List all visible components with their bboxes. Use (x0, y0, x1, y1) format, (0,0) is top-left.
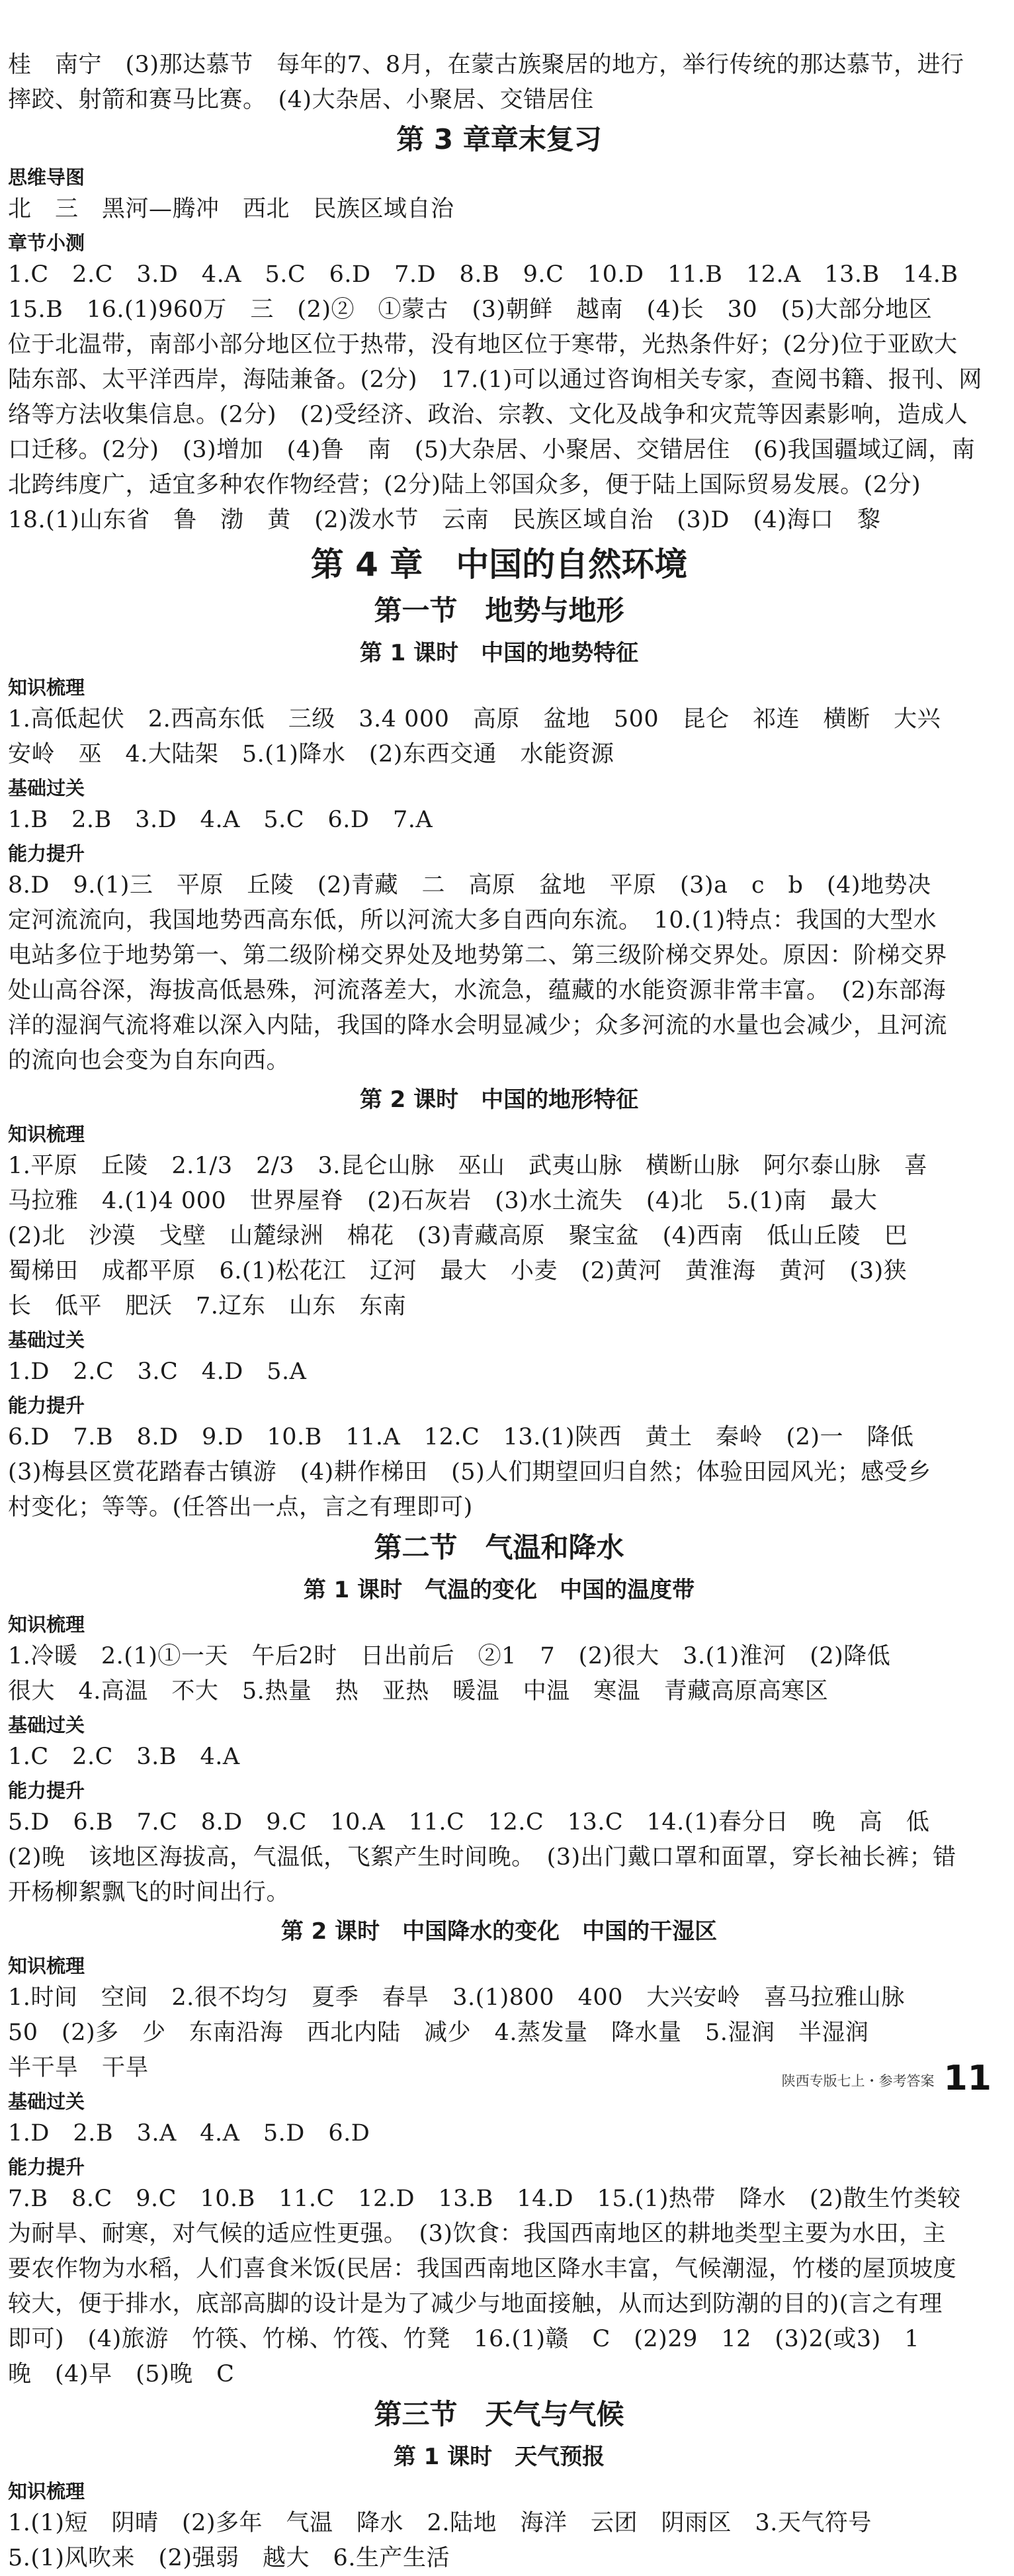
basic-answers: 1.D 2.C 3.C 4.D 5.A (8, 1358, 307, 1385)
advanced-label: 能力提升 (8, 842, 85, 865)
advanced-label: 能力提升 (8, 2156, 85, 2178)
knowledge-label: 知识梳理 (8, 2480, 85, 2503)
knowledge-label: 知识梳理 (8, 1123, 85, 1145)
section-3-lesson-1-title: 第 1 课时 天气预报 (393, 2444, 605, 2470)
section-3-title: 第三节 天气与气候 (374, 2398, 624, 2430)
basic-label: 基础过关 (8, 777, 85, 799)
chapter-test-answers: 1.C 2.C 3.D 4.A 5.C 6.D 7.D 8.B 9.C 10.D 11.B 12.A 13.B 14.B 15.B 16.(1)960万 三 (2)② ①蒙古 (3)朝鲜 越南 (4)长 30 (5)大部分地区 位于北温带，南部小部分地区位于热带，没有地区位于寒带，光热条件好；(2分)位于亚欧大 陆东部、太平洋西岸，海陆兼备。(2分) 17.(1)可以通过咨询相关专家，查阅书籍、报刊、网 络等方法收集信息。(2分) (2)受经济、政治、宗教、文化及战争和灾荒等因素影响，造成人 口迁移。(2分) (3)增加 (4)鲁 南 (5)大杂居、小聚居、交错居住 (6)我国疆域辽阔，南 北跨纬度广，适宜多种农作物经营；(2分)陆上邻国众多，便于陆上国际贸易发展。(2分) 18.(1)山东省 鲁 渤 黄 (2)泼水节 云南 民族区域自治 (3)D (4)海口 黎 (8, 261, 982, 533)
page-number: 11 (943, 2059, 992, 2098)
knowledge-answers: 1.时间 空间 2.很不均匀 夏季 春旱 3.(1)800 400 大兴安岭 喜马拉雅山脉 50 (2)多 少 东南沿海 西北内陆 减少 4.蒸发量 降水量 5.湿润 半湿润 半干旱 干旱 (8, 1984, 905, 2081)
mindmap-label: 思维导图 (8, 166, 85, 189)
advanced-answers: 5.D 6.B 7.C 8.D 9.C 10.A 11.C 12.C 13.C 14.(1)春分日 晚 高 低 (2)晚 该地区海拔高，气温低，飞絮产生时间晚。 (3)出门戴口罩和面罩，穿长袖长裤；错 开杨柳絮飘飞的时间出行。 (8, 1809, 956, 1906)
intro-line-2: 摔跤、射箭和赛马比赛。 (4)大杂居、小聚居、交错居住 (8, 87, 594, 113)
advanced-label: 能力提升 (8, 1779, 85, 1802)
section-2-title: 第二节 气温和降水 (374, 1531, 624, 1564)
section-1-lesson-1-title: 第 1 课时 中国的地势特征 (359, 640, 639, 666)
section-1-lesson-2-title: 第 2 课时 中国的地形特征 (359, 1087, 639, 1113)
knowledge-label: 知识梳理 (8, 676, 85, 699)
knowledge-answers: 1.平原 丘陵 2.1/3 2/3 3.昆仑山脉 巫山 武夷山脉 横断山脉 阿尔泰山脉 喜 马拉雅 4.(1)4 000 世界屋脊 (2)石灰岩 (3)水土流失 (4)北 5.(1)南 最大 (2)北 沙漠 戈壁 山麓绿洲 棉花 (3)青藏高原 聚宝盆 (4)西南 低山丘陵 巴 蜀梯田 成都平原 6.(1)松花江 辽河 最大 小麦 (2)黄河 黄淮海 黄河 (3)狭 长 低平 肥沃 7.辽东 山东 东南 (8, 1153, 928, 1319)
knowledge-label: 知识梳理 (8, 1613, 85, 1636)
section-2-lesson-1-title: 第 1 课时 气温的变化 中国的温度带 (303, 1577, 695, 1603)
basic-label: 基础过关 (8, 1714, 85, 1736)
advanced-answers: 6.D 7.B 8.D 9.D 10.B 11.A 12.C 13.(1)陕西 黄土 秦岭 (2)一 降低 (3)梅县区赏花踏春古镇游 (4)耕作梯田 (5)人们期望回归自然；体验田园风光；感受乡 村变化；等等。(任答出一点，言之有理即可) (8, 1424, 931, 1521)
advanced-answers: 8.D 9.(1)三 平原 丘陵 (2)青藏 二 高原 盆地 平原 (3)a c b (4)地势决 定河流流向，我国地势西高东低，所以河流大多自西向东流。 10.(1)特点：我国的大型水 电站多位于地势第一、第二级阶梯交界处及地势第二、第三级阶梯交界处。原因：阶梯交界 处山高谷深，海拔高低悬殊，河流落差大，水流急，蕴藏的水能资源非常丰富。 (2)东部海 洋的湿润气流将难以深入内陆，我国的降水会明显减少；众多河流的水量也会减少，且河流 的流向也会变为自东向西。 (8, 872, 948, 1074)
chapter-test-label: 章节小测 (8, 232, 85, 254)
chapter-review-title: 第 3 章章末复习 (396, 123, 602, 155)
advanced-answers: 7.B 8.C 9.C 10.B 11.C 12.D 13.B 14.D 15.(1)热带 降水 (2)散生竹类较 为耐旱、耐寒，对气候的适应性更强。 (3)饮食：我国西南地区的耕地类型主要为水田，主 要农作物为水稻，人们喜食米饭(民居：我国西南地区降水丰富，气候潮湿，竹楼的屋顶坡度 较大，便于排水，底部高脚的设计是为了减少与地面接触，从而达到防潮的目的)(言之有理 即可) (4)旅游 竹筷、竹梯、竹筏、竹凳 16.(1)赣 C (2)29 12 (3)2(或3) 1 晚 (4)早 (5)晚 C (8, 2186, 961, 2387)
chapter-title: 第 4 章 中国的自然环境 (310, 545, 688, 584)
basic-answers: 1.D 2.B 3.A 4.A 5.D 6.D (8, 2120, 370, 2147)
basic-answers: 1.C 2.C 3.B 4.A (8, 1744, 240, 1770)
knowledge-answers: 1.高低起伏 2.西高东低 三级 3.4 000 高原 盆地 500 昆仑 祁连 横断 大兴 安岭 巫 4.大陆架 5.(1)降水 (2)东西交通 水能资源 (8, 706, 941, 768)
section-1-title: 第一节 地势与地形 (374, 594, 624, 627)
advanced-label: 能力提升 (8, 1394, 85, 1417)
answer-key-page (8, 48, 990, 2576)
knowledge-answers: 1.冷暖 2.(1)①一天 午后2时 日出前后 ②1 7 (2)很大 3.(1)淮河 (2)降低 很大 4.高温 不大 5.热量 热 亚热 暖温 中温 寒温 青藏高原高寒区 (8, 1643, 891, 1705)
section-2-lesson-2-title: 第 2 课时 中国降水的变化 中国的干湿区 (280, 1918, 718, 1945)
knowledge-answers: 1.(1)短 阴晴 (2)多年 气温 降水 2.陆地 海洋 云团 阴雨区 3.天气符号 5.(1)风吹来 (2)强弱 越大 6.生产生活 (8, 2510, 872, 2571)
mindmap-answers: 北 三 黑河—腾冲 西北 民族区域自治 (8, 196, 454, 222)
intro-line-1: 桂 南宁 (3)那达慕节 每年的7、8月，在蒙古族聚居的地方，举行传统的那达慕节，进行 (8, 52, 964, 78)
page-footer (782, 2061, 992, 2096)
basic-label: 基础过关 (8, 2090, 85, 2113)
footer-book-title: 陕西专版七上・参考答案 (781, 2073, 935, 2089)
basic-label: 基础过关 (8, 1329, 85, 1351)
basic-answers: 1.B 2.B 3.D 4.A 5.C 6.D 7.A (8, 807, 433, 833)
knowledge-label: 知识梳理 (8, 1955, 85, 1977)
